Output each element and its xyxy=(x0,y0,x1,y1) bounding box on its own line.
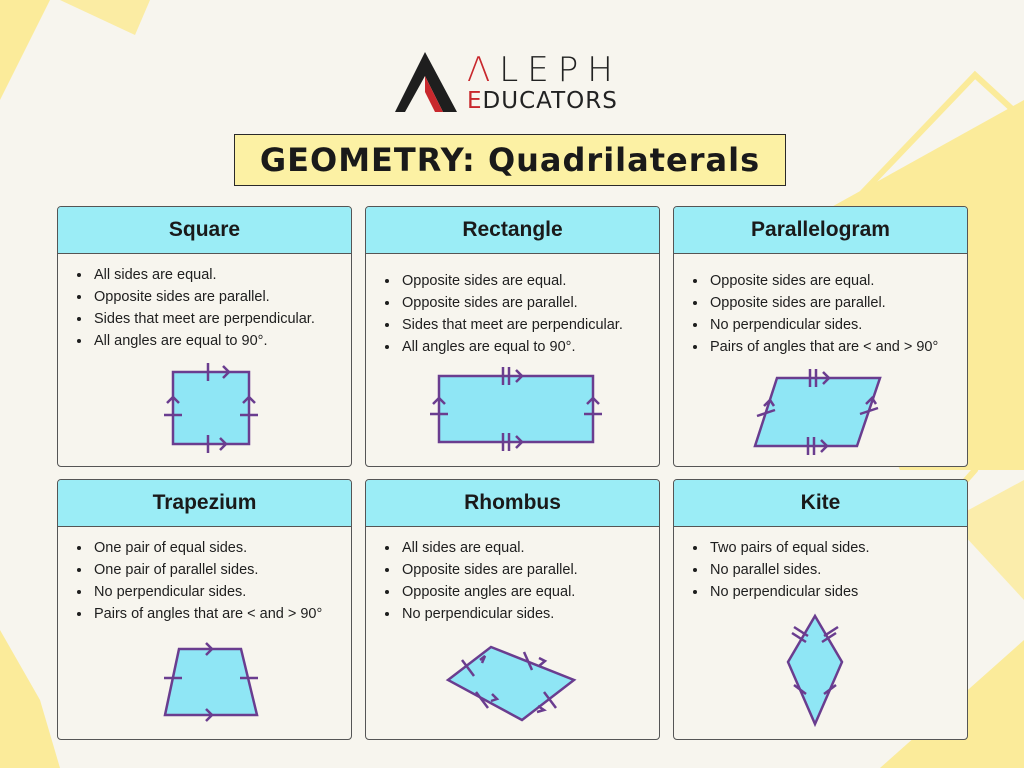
bullet-item: • Pairs of angles that are < and > 90° xyxy=(708,336,967,358)
page-title: GEOMETRY: Quadrilaterals xyxy=(234,134,786,186)
trapezium-shape-icon xyxy=(58,480,351,739)
bullet-item: • No parallel sides. xyxy=(708,559,967,581)
card-square xyxy=(57,206,352,467)
card-kite xyxy=(673,479,968,740)
card-title: Rhombus xyxy=(366,480,659,527)
bullet-item: • One pair of parallel sides. xyxy=(92,559,351,581)
bullet-item: • All sides are equal. xyxy=(92,264,351,286)
bullet-item: • No perpendicular sides. xyxy=(400,603,659,625)
bullet-item: • Pairs of angles that are < and > 90° xyxy=(92,603,351,625)
bullet-item: • No perpendicular sides. xyxy=(92,581,351,603)
card-title: Trapezium xyxy=(58,480,351,527)
aleph-educators-logo xyxy=(395,52,635,116)
bullet-item: • No perpendicular sides xyxy=(708,581,967,603)
bullet-item: • All angles are equal to 90°. xyxy=(400,336,659,358)
card-rhombus xyxy=(365,479,660,740)
bullet-item: • Opposite sides are parallel. xyxy=(92,286,351,308)
logo-mountain-icon xyxy=(395,52,461,114)
bullet-item: • Opposite sides are parallel. xyxy=(708,292,967,314)
bullet-item: • Opposite sides are parallel. xyxy=(400,292,659,314)
square-shape-icon xyxy=(58,207,351,466)
card-title: Kite xyxy=(674,480,967,527)
card-title: Parallelogram xyxy=(674,207,967,254)
parallelogram-shape-icon xyxy=(674,207,967,466)
card-title: Rectangle xyxy=(366,207,659,254)
logo-wordmark-educators: EDUCATORS xyxy=(467,88,618,114)
rhombus-shape-icon xyxy=(366,480,659,739)
bullet-item: • Sides that meet are perpendicular. xyxy=(400,314,659,336)
bullet-item: • Two pairs of equal sides. xyxy=(708,537,967,559)
card-trapezium xyxy=(57,479,352,740)
bullet-item: • Opposite sides are parallel. xyxy=(400,559,659,581)
card-parallelogram xyxy=(673,206,968,467)
bullet-item: • No perpendicular sides. xyxy=(708,314,967,336)
bullet-item: • Sides that meet are perpendicular. xyxy=(92,308,351,330)
bullet-item: • Opposite sides are equal. xyxy=(708,270,967,292)
card-rectangle xyxy=(365,206,660,467)
bullet-item: • Opposite angles are equal. xyxy=(400,581,659,603)
bullet-item: • Opposite sides are equal. xyxy=(400,270,659,292)
logo-wordmark-aleph: ΛLEPH xyxy=(467,50,622,90)
bullet-item: • All angles are equal to 90°. xyxy=(92,330,351,352)
card-title: Square xyxy=(58,207,351,254)
bullet-item: • All sides are equal. xyxy=(400,537,659,559)
bullet-item: • One pair of equal sides. xyxy=(92,537,351,559)
kite-shape-icon xyxy=(674,480,967,739)
rectangle-shape-icon xyxy=(366,207,659,466)
